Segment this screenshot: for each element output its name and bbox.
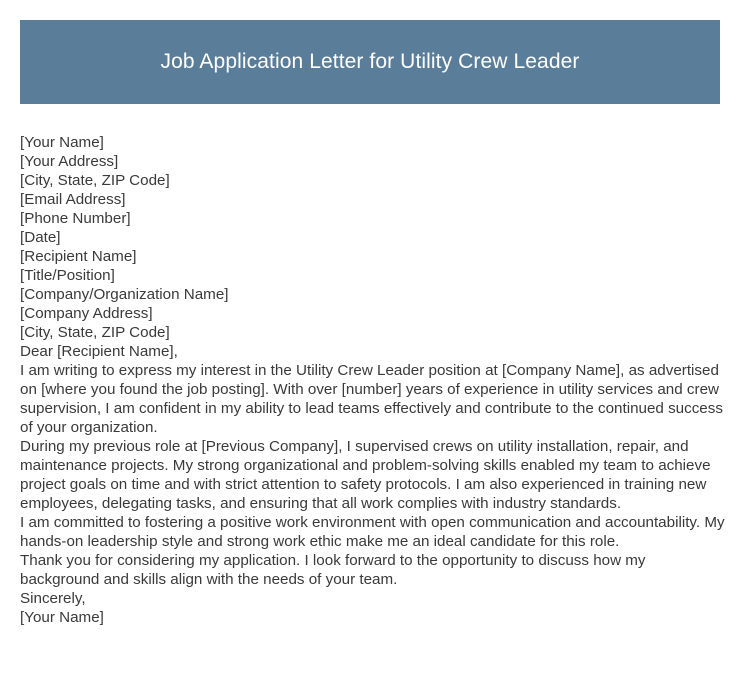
closing: Sincerely, — [20, 590, 86, 607]
letter-body — [20, 133, 725, 627]
document-header — [20, 20, 720, 104]
recipient-address: [Company Address] — [20, 305, 153, 322]
sender-name: [Your Name] — [20, 134, 104, 151]
sender-block — [20, 133, 725, 247]
paragraph-experience: During my previous role at [Previous Company], I supervised crews on utility installation, repair, and maintenance projects. My strong organizational and problem-solving skills enabled my team to achieve project goals on time and with strict attention to safety protocols. I am also experienced in training new employees, delegating tasks, and ensuring that all work complies with industry standards. — [20, 438, 711, 512]
sender-city-state-zip: [City, State, ZIP Code] — [20, 172, 170, 189]
recipient-city-state-zip: [City, State, ZIP Code] — [20, 324, 170, 341]
letter-date: [Date] — [20, 229, 61, 246]
recipient-title: [Title/Position] — [20, 267, 115, 284]
salutation: Dear [Recipient Name], — [20, 343, 178, 360]
paragraph-thanks: Thank you for considering my application. I look forward to the opportunity to discuss how my background and skills align with the needs of your team. — [20, 552, 646, 588]
paragraph-intro: I am writing to express my interest in the Utility Crew Leader position at [Company Name], as advertised on [where you found the job posting]. With over [number] years of experience in utility services and crew supervision, I am confident in my ability to lead teams effectively and contribute to the continued success of your organization. — [20, 362, 723, 436]
paragraph-commitment: I am committed to fostering a positive work environment with open communication and accountability. My hands-on leadership style and strong work ethic make me an ideal candidate for this role. — [20, 514, 725, 550]
sender-phone: [Phone Number] — [20, 210, 131, 227]
signature: [Your Name] — [20, 609, 104, 626]
sender-address: [Your Address] — [20, 153, 119, 170]
recipient-name: [Recipient Name] — [20, 248, 137, 265]
sender-email: [Email Address] — [20, 191, 126, 208]
recipient-block — [20, 247, 725, 342]
document-title: Job Application Letter for Utility Crew Leader — [160, 50, 580, 73]
recipient-company: [Company/Organization Name] — [20, 286, 229, 303]
